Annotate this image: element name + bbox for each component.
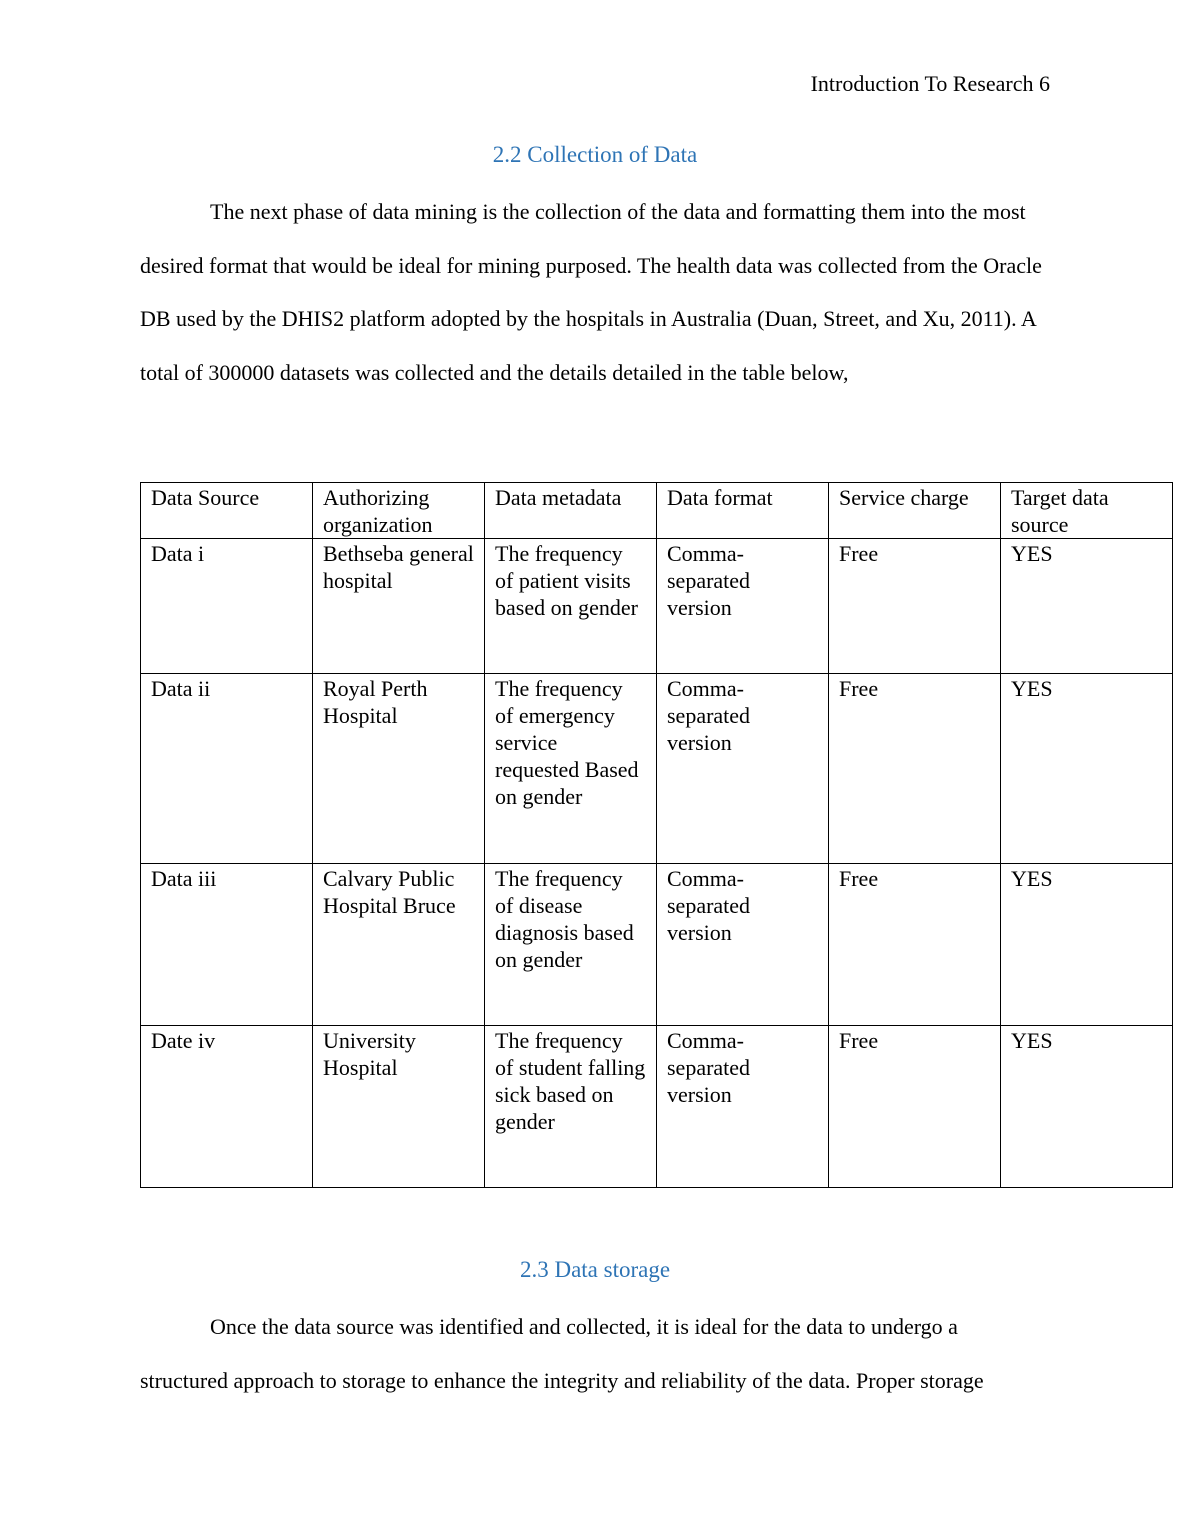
cell-data-source: Data i — [141, 539, 313, 674]
paragraph-text: Once the data source was identified and collected, it is ideal for the data to undergo a structured approach to storage to enhance the integrity and reliability of the data. Proper storage — [140, 1314, 984, 1393]
paragraph-storage — [140, 1300, 1050, 1407]
table-row — [141, 864, 1173, 1026]
cell-service-charge: Free — [829, 1026, 1001, 1188]
cell-data-source: Data iii — [141, 864, 313, 1026]
table-row — [141, 539, 1173, 674]
cell-authorizing-org: Calvary Public Hospital Bruce — [313, 864, 485, 1026]
table-row — [141, 1026, 1173, 1188]
cell-authorizing-org: University Hospital — [313, 1026, 485, 1188]
cell-format: Comma-separated version — [657, 1026, 829, 1188]
table-header-row — [141, 483, 1173, 539]
column-header: Authorizing organization — [313, 483, 485, 539]
cell-service-charge: Free — [829, 539, 1001, 674]
cell-format: Comma-separated version — [657, 674, 829, 864]
section-heading-storage: 2.3 Data storage — [519, 1257, 671, 1282]
cell-target: YES — [1001, 1026, 1173, 1188]
cell-data-source: Data ii — [141, 674, 313, 864]
section-heading-collection: 2.2 Collection of Data — [492, 142, 698, 167]
column-header: Data metadata — [485, 483, 657, 539]
cell-target: YES — [1001, 864, 1173, 1026]
cell-authorizing-org: Bethseba general hospital — [313, 539, 485, 674]
column-header: Data Source — [141, 483, 313, 539]
table-row — [141, 674, 1173, 864]
cell-metadata: The frequency of student falling sick based on gender — [485, 1026, 657, 1188]
cell-metadata: The frequency of disease diagnosis based on gender — [485, 864, 657, 1026]
running-head: Introduction To Research 6 — [810, 71, 1050, 96]
column-header: Service charge — [829, 483, 1001, 539]
cell-metadata: The frequency of emergency service requested Based on gender — [485, 674, 657, 864]
column-header: Data format — [657, 483, 829, 539]
cell-target: YES — [1001, 539, 1173, 674]
cell-data-source: Date iv — [141, 1026, 313, 1188]
cell-service-charge: Free — [829, 864, 1001, 1026]
paragraph-text: The next phase of data mining is the collection of the data and formatting them into the most desired format that would be ideal for mining purposed. The health data was collected from the Oracle DB used by the DHIS2 platform adopted by the hospitals in Australia (Duan, Street, and Xu, 2011). A total of 300000 datasets was collected and the details detailed in the table below, — [140, 199, 1042, 385]
cell-format: Comma-separated version — [657, 539, 829, 674]
cell-service-charge: Free — [829, 674, 1001, 864]
column-header: Target data source — [1001, 483, 1173, 539]
cell-metadata: The frequency of patient visits based on gender — [485, 539, 657, 674]
data-sources-table — [140, 482, 1173, 1188]
cell-authorizing-org: Royal Perth Hospital — [313, 674, 485, 864]
paragraph-collection — [140, 185, 1050, 399]
cell-target: YES — [1001, 674, 1173, 864]
cell-format: Comma-separated version — [657, 864, 829, 1026]
